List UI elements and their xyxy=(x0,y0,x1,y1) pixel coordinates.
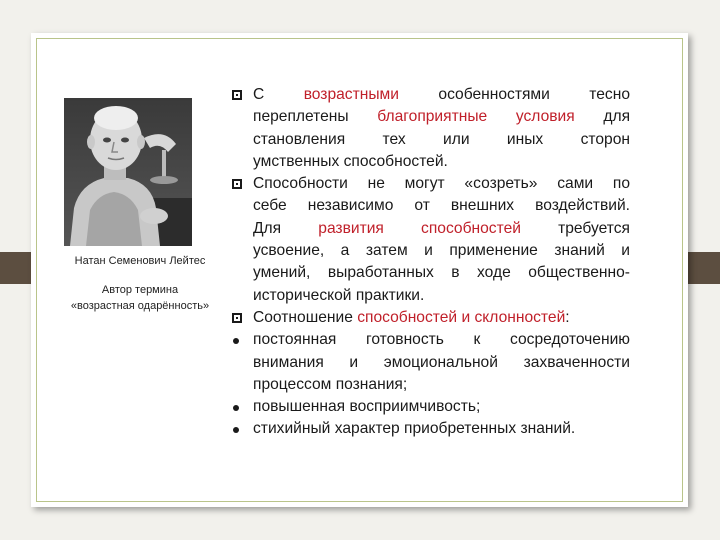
text-segment: умственных способностей. xyxy=(253,152,448,170)
portrait-author-note xyxy=(40,282,240,314)
text-segment: внимания и эмоциональной захваченности xyxy=(253,353,630,371)
text-segment: повышенная восприимчивость; xyxy=(253,398,481,416)
text-segment: умений, выработанных в ходе общественно- xyxy=(253,264,630,282)
checkbox-bullet-icon xyxy=(232,313,242,323)
text-line xyxy=(253,129,630,151)
text-segment: Способности не могут «созреть» сами по xyxy=(253,175,630,193)
text-segment: Соотношение xyxy=(253,308,358,326)
text-segment: себе независимо от внешних воздействий. xyxy=(253,197,630,215)
text-line xyxy=(253,396,630,418)
left-accent-bar xyxy=(0,252,31,284)
highlighted-term: развития способностей xyxy=(318,219,521,237)
highlighted-term: благоприятные условия xyxy=(377,108,575,126)
list-item xyxy=(230,329,630,396)
text-line xyxy=(253,418,630,440)
text-segment: Для xyxy=(253,219,319,237)
list-item xyxy=(230,84,630,173)
bullet-dot-icon xyxy=(233,338,239,344)
bullet-dot-icon xyxy=(233,427,239,433)
main-text xyxy=(230,84,630,441)
text-line xyxy=(253,329,630,351)
author-note-line2: «возрастная одарённость» xyxy=(70,300,210,312)
text-segment: исторической практики. xyxy=(253,286,425,304)
text-segment: особенностями тесно xyxy=(398,86,631,103)
checkbox-bullet-icon xyxy=(232,179,242,189)
text-segment: для xyxy=(574,108,631,126)
portrait-photo xyxy=(64,98,192,246)
text-segment: требуется xyxy=(520,219,630,237)
text-line xyxy=(253,240,630,262)
author-note-line1: Автор термина xyxy=(101,284,179,296)
text-line xyxy=(253,307,630,329)
bullet-dot-icon xyxy=(233,405,239,411)
text-line xyxy=(253,151,630,173)
text-segment: стихийный характер приобретенных знаний. xyxy=(253,420,576,438)
text-line xyxy=(253,173,630,195)
text-line xyxy=(253,84,630,106)
list-item xyxy=(230,418,630,440)
text-line xyxy=(253,352,630,374)
list-item xyxy=(230,307,630,329)
checkbox-bullet-icon xyxy=(232,90,242,100)
portrait-image xyxy=(64,98,192,246)
list-item xyxy=(230,173,630,307)
text-line xyxy=(253,262,630,284)
text-segment: постоянная готовность к сосредоточению xyxy=(253,331,630,349)
text-segment: С xyxy=(253,86,304,103)
portrait-name: Натан Семенович Лейтес xyxy=(74,255,206,267)
text-segment: переплетены xyxy=(253,108,378,126)
highlighted-term: возрастными xyxy=(303,86,399,103)
list-item xyxy=(230,396,630,418)
text-line xyxy=(253,195,630,217)
text-segment: становления тех или иных сторон xyxy=(253,130,630,148)
text-line xyxy=(253,106,630,128)
text-line xyxy=(253,218,630,240)
text-segment: процессом познания; xyxy=(253,375,408,393)
text-line xyxy=(253,374,630,396)
text-segment: : xyxy=(565,308,570,326)
text-segment: усвоение, а затем и применение знаний и xyxy=(253,242,630,260)
text-line xyxy=(253,285,630,307)
highlighted-term: способностей и склонностей xyxy=(357,308,566,326)
right-accent-bar xyxy=(688,252,720,284)
